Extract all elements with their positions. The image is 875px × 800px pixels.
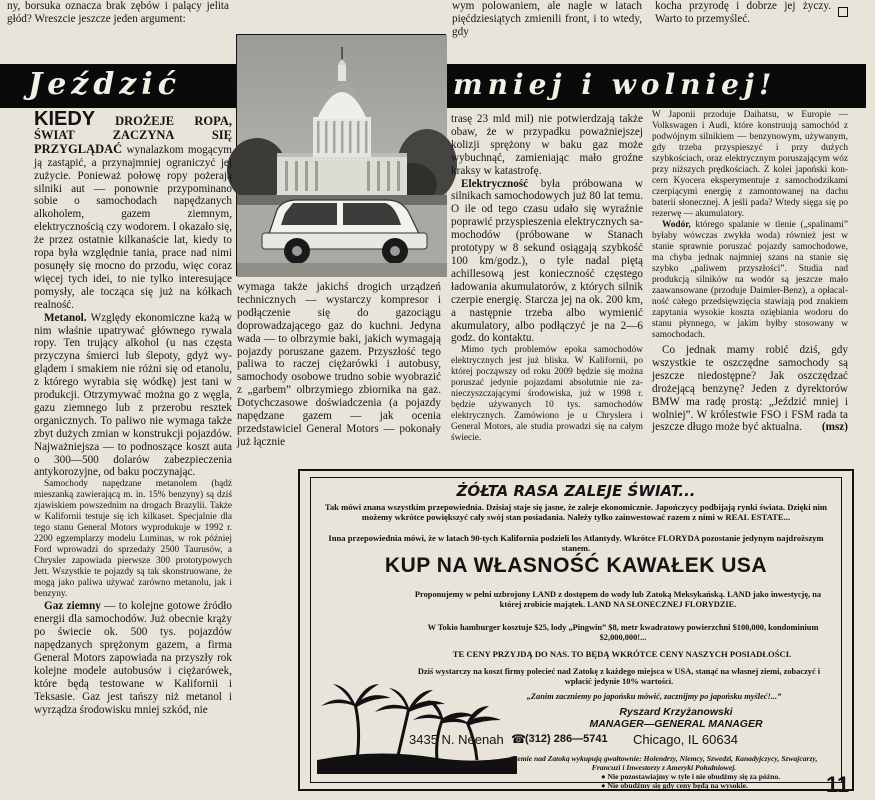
ad-note-2-text: Nie obudźmy się gdy ceny będą na wysokie. <box>607 781 748 790</box>
ad-city: Chicago, IL 60634 <box>633 732 739 747</box>
headline-left: Jeździć <box>28 67 181 102</box>
metanol-small-text: Samochody napędzane metanolem (bądź mieszanką zawierającą m. in. 15% benzyny) są dziś zjawiskiem powszednim na drogach Brazylii. Także w Kalifornii testuje się ich kilkaset. Specjalnie dla tego stanu General Motors wyprodukuje w 1992 r. 2200 egzemplarzy modelu Luminas, w rok później Ford wprowadzi do sprzedaży 2500 Taurusów, a Chrysler zapowiada pierwsze 300 prototypowych Jett. Wszystkie te pojazdy są tak skonstruowane, że mogą jako paliwa używać zarówno metanolu, jak i benzyny. <box>34 479 232 600</box>
section-head-metanol: Metanol. <box>44 311 87 324</box>
ad-note-1-text: Nie pozostawiajmy w tyle i nie obudźmy się za późno. <box>607 772 781 781</box>
top-snippet-col3: kocha przyrodę i dobrze jej życzy. Warto to przemyśleć. <box>655 0 831 25</box>
ad-address: 3435 N. Neenah <box>409 732 504 747</box>
page-number: 11 <box>826 772 850 797</box>
top-snippet-col1: ny, borsuka oznacza brak zębów i palący jelita głód? Wreszcie jeszcze jeden argument: <box>7 0 229 25</box>
closing-text: Co jednak mamy robić dziś, gdy wszystkie te oszczędne samochody są jeszcze niedostępne? Jak oszczędzać drożejącą benzynę? Jeden z dyrektorów BMW ma radę prostą: „Jeździć mniej i wolniej”. W królestwie FSO i FSM rada ta jeszcze długo może być aktualna. <box>652 344 848 434</box>
capitol-car-illustration <box>237 35 447 277</box>
section-head-gaz: Gaz ziemny <box>44 600 101 613</box>
capitol-photo <box>236 34 446 276</box>
advertisement-inner-frame <box>310 477 842 790</box>
ad-note-2 <box>601 781 833 790</box>
end-mark-box <box>838 7 848 17</box>
col4-small-text: W Japonii przoduje Daihatsu, w Europie — Volkswagen i Audi, które konstruują samochód z podwójnym silnikiem — benzynowym, używanym, gdy trzeba przyspieszyć i przy dużych szybkościach, oraz elektrycznym poruszającym wóz przy niższych prędkościach. Z kolei japoński koncern Kyocera eksperymentuje z samochodzikami czerpiącymi energię z zamontowanej na dachu baterii słonecznej. A jeśli pada? Wtedy sięga się po rezerwę — akumulatory. <box>652 110 848 219</box>
ad-phone: (312) 286—5741 <box>525 733 608 745</box>
col2-text: wymaga także jakichś drogich urządzeń technicznych — wystarczy kompresor i podłączenie się do gazociągu doprowadzającego gaz do kuchni. Jedyna wada — to olbrzymie baki, jakich wymagają pojazdy poruszane gazem. Przyszłość tego paliwa to raczej ciężarówki i autobusy, samochody osobowe trudno sobie wyobrazić z „garbem” olbrzymiego zbiornika na gaz. Dotychczasowe doświadczenia (a pojazdy napędzane gazem — jak ocenia przedstawiciel General Motors — pokonały już łącznie <box>237 281 441 448</box>
section-head-wodor: Wodór, <box>662 220 691 230</box>
col3-small-text: Mimo tych problemów epoka samochodów elektrycznych jest już bliska. W Kalifornii, po której począwszy od roku 2009 będzie się można poruszać jedynie pojazdami absolutnie nie zanieczyszczającymi środowiska, już w 1998 r. będzie używanych 10 tys. samochodów elektrycznych. Zamówiono je u Chryslera i General Motors, ale studia prowadzi się na całym świecie. <box>451 345 643 444</box>
ad-quote: „Zanim zaczniemy po japońsku mówić, zacznijmy po japońsku myśleć!...” <box>526 692 782 701</box>
article-column-2 <box>237 281 441 461</box>
lead-caps: DROŻEJE ROPA, ŚWIAT ZACZYNA SIĘ PRZYGLĄDAĆ <box>34 114 233 156</box>
palm-island-illustration <box>317 678 517 774</box>
section-head-elektrycznosc: Elektryczność <box>461 177 529 190</box>
article-column-4 <box>652 110 848 466</box>
ad-headline: ŻÓŁTA RASA ZALEJE ŚWIAT... <box>456 482 696 500</box>
ad-contact-name: Ryszard Krzyżanowski <box>619 706 733 718</box>
lead-word: KIEDY <box>34 108 96 130</box>
elektr-text: była próbowana w silnikach samochodowych już 80 lat temu. O ile od tego czasu udało się wyraźnie poprawić przyspieszenia elektrycznych samochodów (próbowane w Stanach prototypy w 8 sekund osiągają szybkość 100 km/godz.), o tyle nadal piętą achillesową jest konieczność częstego ładowania akumulatorów, z których silnik czerpie energię. Starcza jej na ok. 200 km, a następnie trzeba albo wymienić akumulatory, albo podłączyć je na 2—6 godz. do kontaktu. <box>451 177 644 345</box>
article-column-1 <box>34 108 233 795</box>
article-column-3 <box>451 113 643 463</box>
ad-intro-2: Inna przepowiednia mówi, że w latach 90-tych Kalifornia podzieli los Atlantydy. Wkrótce FLORYDA pozostanie jedynym najdroższym stanem. <box>328 533 824 554</box>
gaz-text: — to kolejne gotowe źródło energii dla samochodów. Już obecnie krąży po świecie ok. 500 tys. pojazdów napędzanych sprężonym gazem, a firma General Motors zapowiada na przyszły rok kolejne modele autobusów i ciężarówek, które będą testowane w Kalifornii i Teksasie. Gaz jest tańszy niż metanol i wyrządza środowisku mniej szkód, nie <box>34 600 232 716</box>
wodor-text: którego spalanie w tlenie („spalinami” byłaby wówczas zwykła woda) również jest w stanie sprawnie poruszać pojazdy samochodowe, ma chyba jednak najmniej szans na stanie się szybko „paliwem przyszłości”. Studia nad produkcją silników na wodór są jeszcze mało zaawansowane (przoduje Daimler-Benz), a opłacalność całego przedsięwzięcia stawiają pod znakiem zapytania wysokie koszta oziębiania wodoru do stanu płynnego, w jakim byłby stosowany w samochodach. <box>652 220 848 340</box>
ad-big-title: KUP NA WŁASNOŚĆ KAWAŁEK USA <box>384 554 768 577</box>
metanol-text: Względy ekonomiczne każą w nim właśnie upatrywać głównego rywala ropy. Ten trujący alkohol (u nas częsta przyczyna śmierci lub ślepoty, gdyż wyglądem i smakiem nie różni się od etanolu, z którego wyrabia się wódkę) jest tani w produkcji. Otrzymywać można go z węgla, gazu ziemnego lub z przerobu resztek organicznych. To paliwo nie wymaga także zbyt dużych zmian w konstrukcji pojazdów. Najważniejsza — to podnoszące koszt auta o 300—500 dolarów zabezpieczenia antykorozyjne, od baku poczynając. <box>34 311 232 479</box>
intro-text: wynalazkom mogącym ją zastąpić, a przynajmniej ograniczyć jej zużycie. Ponieważ połowę ropy pożerają silniki aut — ponownie przypominano sobie o samochodach napędzanych alkoholem, gazem ziemnym, elektrycznością czy wodorem. I okazało się, że przez ostatnie kilkanaście lat, kiedy to ropa była względnie tania, prace nad nimi posunęły się mocno do przodu, więc coraz więcej tych idei, to nie tylko interesujące pomysły, ale tocząca się już na kółkach realność. <box>34 143 233 311</box>
signature: (msz) <box>821 421 848 434</box>
ad-note-1 <box>601 772 833 781</box>
phone-icon: ☎ <box>511 732 526 746</box>
ad-intro-1: Tak mówi znana wszystkim przepowiednia. Dzisiaj staje się jasne, że zaleje ekonomicznie. Japończycy podbijają rynki świata. Dzięki nim możemy wkrótce powiększyć cały swój stan posiadania. Należy tylko zainwestować razem z nimi w REAL ESTATE... <box>324 502 828 523</box>
advertisement-box <box>298 469 854 791</box>
col3-text: trasę 23 mld mil) nie potwierdzają także obaw, że w przypadku poważniejszej kolizji sprężony w baku gaz może wybuchnąć, zamieniając mało groźne kraksy w katastrofę. <box>451 113 643 177</box>
ad-offer: Proponujemy w pełni uzbrojony LAND z dostępem do wody lub Zatoką Meksykańską. LAND jako inwestycję, na której zrobicie majątek. LAND NA SŁONECZNEJ FLORYDZIE. <box>414 590 822 609</box>
ad-contact-role: MANAGER—GENERAL MANAGER <box>589 718 763 730</box>
ad-prices: TE CENY PRZYJDĄ DO NAS. TO BĘDĄ WKRÓTCE CENY NASZYCH POSIADŁOŚCI. <box>452 649 792 659</box>
bullet-icon: ● <box>601 772 608 781</box>
top-snippet-col2: wym polowaniem, ale nagle w latach pięćdziesiątych zmienili front, i to wtedy, gdy <box>452 0 642 38</box>
bullet-icon: ● <box>601 781 608 790</box>
ad-tokio: W Tokio hamburger kosztuje $25, lody „Pingwin” $8, metr kwadratowy powierzchni $100,000, kondominium $2,000,000!... <box>427 623 819 642</box>
ad-pay: Dziś wystarczy na koszt firmy polecieć nad Zatokę z każdego miejsca w USA, stanąć na własnej ziemi, zobaczyć i wpłacić jedynie 10% wartości. <box>417 667 821 686</box>
headline-right: mniej i wolniej! <box>453 68 777 101</box>
ad-buyers: Ziemie nad Zatoką wykupują gwałtownie: Holendrzy, Niemcy, Szwedzi, Kanadyjczycy, Szwajcarzy, Francuzi i Inwestorzy z Ameryki Południowej. <box>510 754 818 772</box>
